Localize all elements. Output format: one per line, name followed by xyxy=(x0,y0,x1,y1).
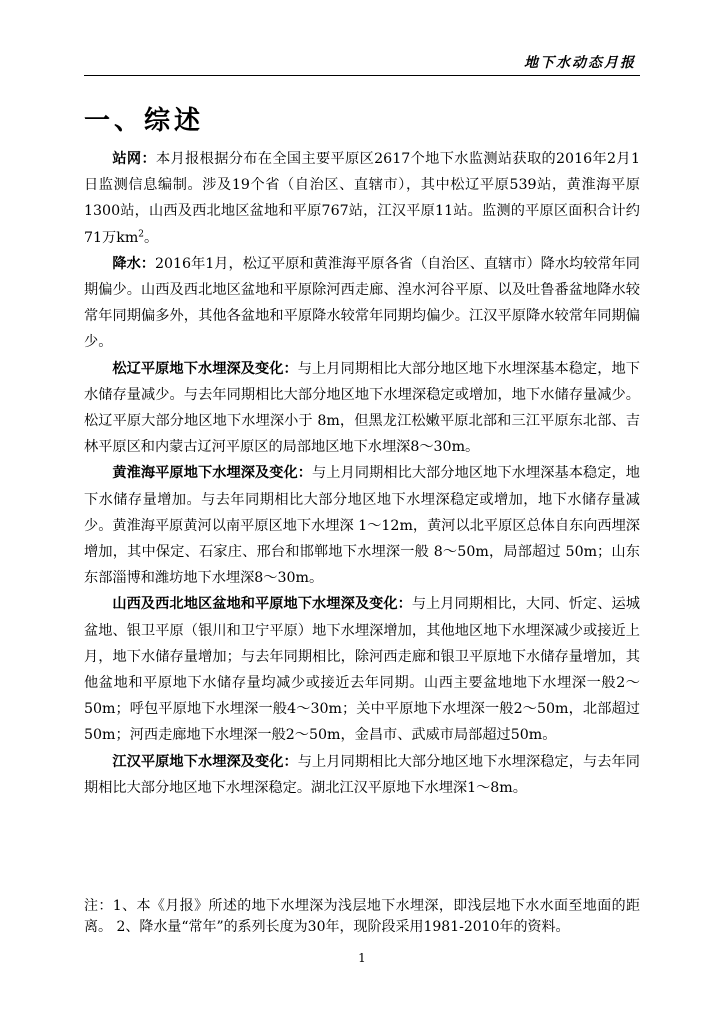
paragraph-lead: 江汉平原地下水埋深及变化： xyxy=(112,753,298,770)
paragraph-tail: 。 xyxy=(144,229,159,246)
paragraph-text: 与上月同期相比大部分地区地下水埋深稳定，与去年同期相比大部分地区地下水埋深稳定。湖北江汉平原地下水埋深1～8m。 xyxy=(84,753,640,796)
running-header-title: 地下水动态月报 xyxy=(524,55,636,71)
section-title: 一、综述 xyxy=(84,106,205,136)
paragraph-huanghuaihai xyxy=(84,460,640,591)
paragraph-songliao xyxy=(84,356,640,461)
paragraph-lead: 降水： xyxy=(112,255,155,272)
paragraph-text: 本月报根据分布在全国主要平原区2617个地下水监测站获取的2016年2月1日监测信息编制。涉及19个省（自治区、直辖市），其中松辽平原539站，黄淮海平原1300站，山西及西北地区盆地和平原767站，江汉平原11站。监测的平原区面积合计约71万km xyxy=(84,151,640,246)
paragraph-text: 与上月同期相比，大同、忻定、运城盆地、银卫平原（银川和卫宁平原）地下水埋深增加，其他地区地下水埋深减少或接近上月，地下水储存量增加；与去年同期相比，除河西走廊和银卫平原地下水储存量增加，其他盆地和平原地下水储存量均减少或接近去年同期。山西主要盆地地下水埋深一般2～50m；呼包平原地下水埋深一般4～30m；关中平原地下水埋深一般2～50m，北部超过50m；河西走廊地下水埋深一般2～50m，金昌市、武威市局部超过50m。 xyxy=(84,596,640,744)
paragraph-station-network xyxy=(84,146,640,251)
superscript: 2 xyxy=(138,228,145,239)
paragraph-text: 与上月同期相比大部分地区地下水埋深基本稳定，地下水储存量减少。与去年同期相比大部分地区地下水埋深稳定或增加，地下水储存量减少。松辽平原大部分地区地下水埋深小于 8m，但黑龙江松嫩平原北部和三江平原东北部、吉林平原区和内蒙古辽河平原区的局部地区地下水埋深8～30m。 xyxy=(84,360,640,456)
header-rule xyxy=(84,75,640,76)
paragraph-lead: 山西及西北地区盆地和平原地下水埋深及变化： xyxy=(112,596,412,613)
paragraph-text: 2016年1月，松辽平原和黄淮海平原各省（自治区、直辖市）降水均较常年同期偏少。山西及西北地区盆地和平原除河西走廊、湟水河谷平原、以及吐鲁番盆地降水较常年同期偏多外，其他各盆地和平原降水较常年同期均偏少。江汉平原降水较常年同期偏少。 xyxy=(84,255,640,351)
page-number: 1 xyxy=(358,951,366,965)
body-content xyxy=(84,146,640,801)
footnote: 注：1、本《月报》所述的地下水埋深为浅层地下水埋深，即浅层地下水水面至地面的距离。 2、降水量“常年”的系列长度为30年，现阶段采用1981-2010年的资料。 xyxy=(84,898,640,935)
paragraph-lead: 站网： xyxy=(112,151,157,167)
paragraph-jianghan xyxy=(84,749,640,801)
paragraph-lead: 黄淮海平原地下水埋深及变化： xyxy=(112,465,313,482)
paragraph-precipitation xyxy=(84,251,640,356)
paragraph-lead: 松辽平原地下水埋深及变化： xyxy=(112,360,298,377)
paragraph-shanxi-northwest xyxy=(84,591,640,748)
paragraph-text: 与上月同期相比大部分地区地下水埋深基本稳定，地下水储存量增加。与去年同期相比大部分地区地下水埋深稳定或增加，地下水储存量减少。黄淮海平原黄河以南平原区地下水埋深 1～12m，黄河以北平原区总体自东向西埋深增加，其中保定、石家庄、邢台和邯郸地下水埋深一般 8～50m，局部超过 50m；山东东部淄博和潍坊地下水埋深8～30m。 xyxy=(84,465,640,587)
